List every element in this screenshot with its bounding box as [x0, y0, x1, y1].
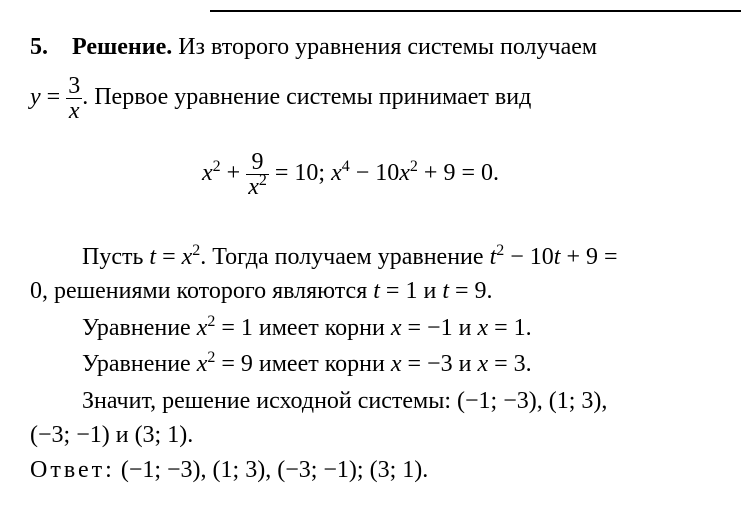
- l4-var-t3: t: [553, 244, 561, 270]
- answer-label: Ответ:: [30, 457, 115, 483]
- l4-exp: 2: [192, 242, 201, 259]
- l4-var-x: x: [181, 244, 193, 270]
- l6-var-x2: x: [390, 315, 402, 341]
- l4-plus-nine: + 9 =: [566, 244, 618, 270]
- display-equation: [202, 150, 499, 199]
- eq-var-x: x: [202, 160, 213, 187]
- l5-text-b: = 1 и: [385, 278, 437, 304]
- eq2-plus-nine: + 9 = 0.: [423, 160, 499, 187]
- l6-text-d: = 1.: [494, 315, 532, 341]
- fraction-numerator: 3: [68, 73, 81, 99]
- l7-var-x3: x: [477, 351, 489, 377]
- l6-text-c: = −1 и: [407, 315, 472, 341]
- solution-line-5: [30, 276, 493, 306]
- l9-text: (−3; −1) и (3; 1).: [30, 422, 194, 448]
- eq2-var-x: x: [331, 160, 342, 187]
- l7-var-x: x: [196, 351, 208, 377]
- eq-plus: +: [226, 160, 241, 187]
- l4-var-t2: t: [489, 244, 497, 270]
- l7-text-b: = 9 имеет корни: [221, 351, 385, 377]
- equals-sign: =: [46, 84, 61, 111]
- l7-var-x2: x: [390, 351, 402, 377]
- l4-eq: =: [162, 244, 176, 270]
- l6-text-b: = 1 имеет корни: [221, 315, 385, 341]
- eq2-exp-2: 2: [409, 158, 418, 176]
- eq-exp-2: 2: [212, 158, 221, 176]
- l6-var-x3: x: [477, 315, 489, 341]
- answer-text: (−1; −3), (1; 3), (−3; −1); (3; 1).: [120, 457, 429, 483]
- solution-line-6: [82, 313, 532, 343]
- l5-var-t2: t: [442, 278, 449, 304]
- fraction2-den-var: x: [248, 174, 259, 200]
- line2-rest: . Первое уравнение системы принимает вид: [82, 84, 532, 111]
- l5-var-t1: t: [373, 278, 380, 304]
- fraction-denominator-var: x: [68, 98, 80, 124]
- l4-text-c: . Тогда получаем уравнение: [200, 244, 484, 270]
- l5-text-c: = 9.: [454, 278, 493, 304]
- l6-var-x: x: [196, 315, 208, 341]
- fraction-denominator: [66, 98, 82, 123]
- l6-text-a: Уравнение: [82, 315, 191, 341]
- solution-line-8: [82, 386, 607, 416]
- solution-line-4: [82, 242, 618, 272]
- var-y: y: [30, 84, 41, 111]
- eq2-var-x2: x: [399, 160, 410, 187]
- l4-text-a: Пусть: [82, 244, 144, 270]
- problem-number: 5.: [30, 34, 48, 60]
- l7-text-a: Уравнение: [82, 351, 191, 377]
- solution-heading: Решение.: [72, 34, 173, 60]
- fraction-3-over-x: [66, 74, 82, 123]
- answer-line: [30, 455, 428, 485]
- solution-line-1: [30, 32, 597, 62]
- fraction-9-over-x2: [246, 150, 269, 199]
- l8-text: Значит, решение исходной системы: (−1; −3), (1; 3),: [82, 388, 608, 414]
- fraction2-denominator: [246, 174, 269, 199]
- l4-exp2: 2: [496, 242, 505, 259]
- fraction2-numerator: 9: [251, 149, 264, 175]
- l6-exp: 2: [207, 313, 216, 330]
- fraction2-den-exp: 2: [258, 172, 267, 189]
- l7-text-c: = −3 и: [407, 351, 472, 377]
- l4-minus-ten: − 10: [510, 244, 554, 270]
- eq2-exp-4: 4: [341, 158, 350, 176]
- eq2-minus-ten: − 10: [355, 160, 400, 187]
- eq-equals-ten: = 10;: [274, 160, 326, 187]
- solution-line-7: [82, 349, 532, 379]
- solution-line-9: [30, 420, 193, 450]
- l4-var-t: t: [149, 244, 157, 270]
- l7-text-d: = 3.: [494, 351, 532, 377]
- l7-exp: 2: [207, 349, 216, 366]
- intro-text: Из второго уравнения системы получаем: [178, 34, 598, 60]
- l5-text-a: 0, решениями которого являются: [30, 278, 368, 304]
- solution-line-2: [30, 74, 531, 123]
- top-rule: [210, 10, 741, 12]
